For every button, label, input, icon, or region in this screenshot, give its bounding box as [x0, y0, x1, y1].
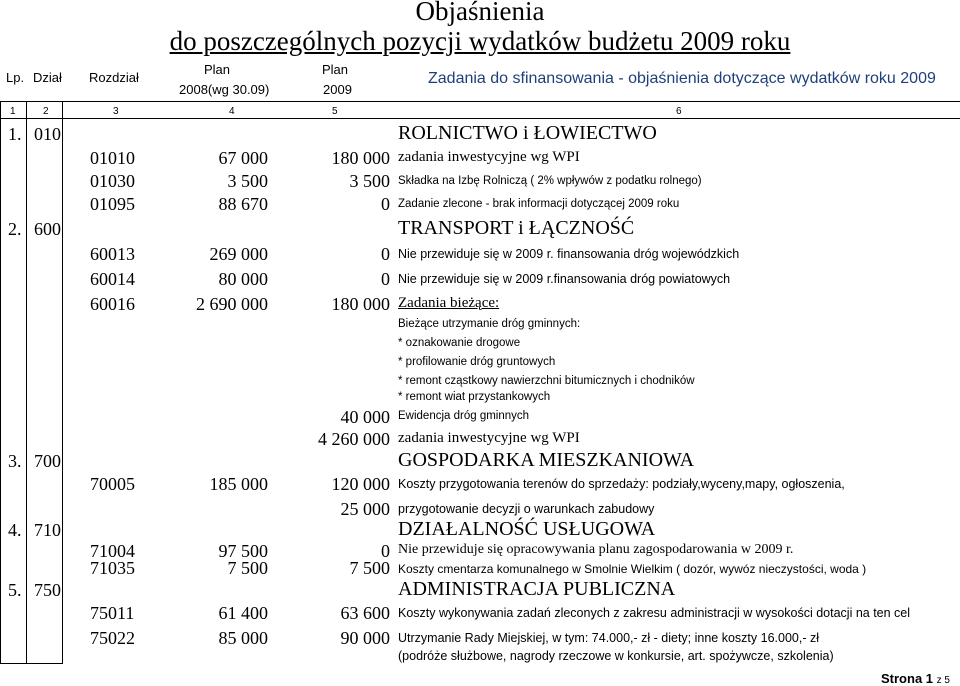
row-plan2009: 40 000	[340, 407, 390, 427]
header-divider	[0, 101, 960, 102]
row-description: Utrzymanie Rady Miejskiej, w tym: 74.000,- zł - diety; inne koszty 16.000,- zł	[398, 631, 819, 645]
header-plan2008-sub: 2008(wg 30.09)	[179, 82, 270, 97]
row-rozdzial: 70005	[90, 474, 135, 494]
row-description-continued: (podróże służbowe, nagrody rzeczowe w konkursie, art. spożywcze, szkolenia)	[398, 649, 834, 663]
row-rozdzial: 71004	[90, 541, 135, 561]
section-dzial: 710	[34, 520, 61, 540]
row-rozdzial: 01095	[90, 194, 135, 214]
row-plan2009: 0	[381, 194, 390, 214]
row-plan2009: 0	[381, 541, 390, 561]
row-plan2008: 3 500	[227, 171, 268, 191]
row-description: Zadanie zlecone - brak informacji dotyczącej 2009 roku	[398, 198, 680, 210]
section-dzial: 600	[34, 219, 61, 239]
header-tasks: Zadania do sfinansowania - objaśnienia dotyczące wydatków roku 2009	[428, 70, 936, 87]
row-description: Ewidencja dróg gminnych	[398, 410, 530, 422]
footer-total: z 5	[936, 675, 950, 686]
table-border-left	[0, 101, 1, 663]
row-plan2009: 63 600	[340, 603, 390, 623]
row-description: zadania inwestycyjne wg WPI	[398, 149, 580, 165]
column-number: 3	[113, 106, 119, 117]
section-lp: 5.	[8, 580, 22, 600]
row-description: Koszty wykonywania zadań zleconych z zakresu administracji w wysokości dotacji na ten cel	[398, 606, 911, 620]
page-footer	[881, 671, 950, 686]
detail-line: * remont cząstkowy nawierzchni bitumicznych i chodników	[398, 375, 695, 387]
table-border-dzial	[62, 101, 63, 663]
row-description: Zadania bieżące:	[398, 295, 500, 311]
header-rozdzial: Rozdział	[89, 70, 139, 85]
row-description: Składka na Izbę Rolniczą ( 2% wpływów z podatku rolnego)	[398, 175, 702, 187]
row-plan2008: 80 000	[218, 269, 268, 289]
header-plan2009-label: Plan	[322, 62, 349, 77]
section-dzial: 010	[34, 124, 61, 144]
row-rozdzial: 75022	[90, 628, 135, 648]
column-number: 1	[10, 106, 16, 117]
detail-line: Bieżące utrzymanie dróg gminnych:	[398, 318, 581, 330]
detail-line: * remont wiat przystankowych	[398, 391, 551, 403]
row-plan2009: 7 500	[349, 558, 390, 578]
section-lp: 2.	[8, 219, 22, 239]
section-title: DZIAŁALNOŚĆ USŁUGOWA	[398, 518, 656, 540]
row-rozdzial: 75011	[90, 603, 135, 623]
row-plan2009: 25 000	[340, 499, 390, 519]
row-plan2009: 180 000	[331, 294, 390, 314]
row-plan2008: 88 670	[218, 194, 268, 214]
document-title: Objaśnienia	[415, 0, 545, 26]
row-rozdzial: 60013	[90, 244, 135, 264]
row-plan2008: 185 000	[209, 474, 268, 494]
footer-page: 1	[925, 671, 934, 686]
row-rozdzial: 01030	[90, 171, 135, 191]
row-description: zadania inwestycyjne wg WPI	[398, 430, 580, 446]
row-plan2008: 7 500	[227, 558, 268, 578]
footer-label: Strona	[881, 671, 923, 686]
row-plan2009: 4 260 000	[318, 429, 390, 449]
row-plan2008: 67 000	[218, 148, 268, 168]
row-plan2008: 61 400	[218, 603, 268, 623]
column-number: 2	[43, 106, 49, 117]
row-rozdzial: 60016	[90, 294, 135, 314]
row-plan2008: 2 690 000	[196, 294, 268, 314]
row-description: przygotowanie decyzji o warunkach zabudowy	[398, 502, 655, 516]
header-lp: Lp.	[6, 70, 25, 85]
section-title: TRANSPORT i ŁĄCZNOŚĆ	[398, 217, 635, 239]
row-description: Nie przewiduje się w 2009 r.finansowania dróg powiatowych	[398, 272, 731, 286]
row-description: Koszty cmentarza komunalnego w Smolnie Wielkim ( dozór, wywóz nieczystości, woda )	[398, 562, 867, 576]
row-plan2008: 85 000	[218, 628, 268, 648]
table-border-bottom	[0, 663, 63, 664]
row-description: Nie przewiduje się w 2009 r. finansowania dróg wojewódzkich	[398, 247, 740, 261]
section-lp: 1.	[8, 124, 22, 144]
section-lp: 4.	[8, 520, 22, 540]
detail-line: * oznakowanie drogowe	[398, 337, 521, 349]
row-description: Koszty przygotowania terenów do sprzedaży: podziały,wyceny,mapy, ogłoszenia,	[398, 477, 845, 491]
row-plan2009: 3 500	[349, 171, 390, 191]
header-plan2009-sub: 2009	[323, 82, 352, 97]
row-rozdzial: 71035	[90, 558, 135, 578]
header-plan2008-label: Plan	[204, 62, 231, 77]
column-number: 6	[676, 106, 682, 117]
section-dzial: 750	[34, 580, 61, 600]
row-plan2008: 269 000	[209, 244, 268, 264]
section-lp: 3.	[8, 451, 22, 471]
document-subtitle: do poszczególnych pozycji wydatków budżetu 2009 roku	[169, 26, 791, 56]
column-number: 4	[229, 106, 235, 117]
row-plan2009: 120 000	[331, 474, 390, 494]
row-rozdzial: 60014	[90, 269, 135, 289]
section-title: GOSPODARKA MIESZKANIOWA	[398, 449, 695, 471]
row-plan2009: 0	[381, 269, 390, 289]
detail-line: * profilowanie dróg gruntowych	[398, 356, 556, 368]
section-title: ADMINISTRACJA PUBLICZNA	[398, 578, 676, 600]
section-dzial: 700	[34, 451, 61, 471]
row-plan2008: 97 500	[218, 541, 268, 561]
table-border-lp	[26, 101, 27, 663]
row-plan2009: 90 000	[340, 628, 390, 648]
row-description: Nie przewiduje się opracowywania planu zagospodarowania w 2009 r.	[398, 542, 794, 557]
section-title: ROLNICTWO i ŁOWIECTWO	[398, 122, 657, 144]
row-plan2009: 180 000	[331, 148, 390, 168]
row-plan2009: 0	[381, 244, 390, 264]
column-number-divider	[0, 118, 960, 119]
column-number: 5	[332, 106, 338, 117]
header-dzial: Dział	[33, 70, 62, 85]
row-rozdzial: 01010	[90, 148, 135, 168]
